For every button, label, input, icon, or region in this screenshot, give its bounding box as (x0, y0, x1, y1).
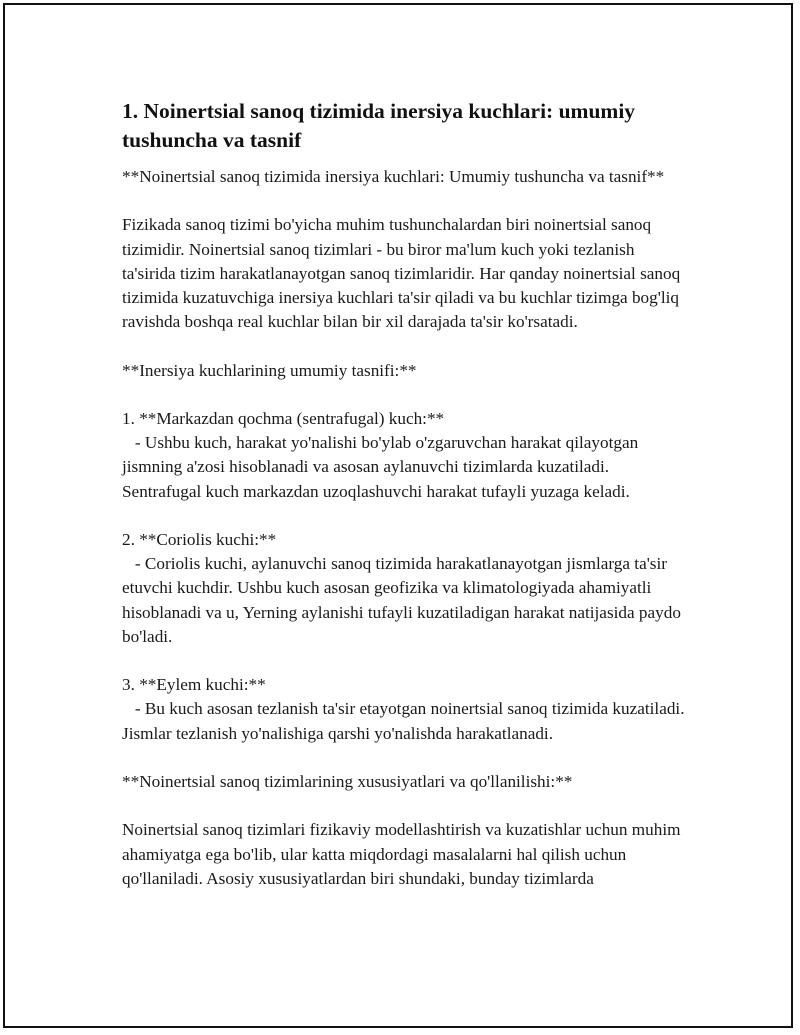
list-item-coriolis: 2. **Coriolis kuchi:** - Coriolis kuchi, aylanuvchi sanoq tizimida harakatlanayotgan jismlarga ta'sir etuvchi kuchdir. Ushbu kuch asosan geofizika va klimatologiyada ahamiyatli hisoblanadi va u, Yerning aylanishi tufayli kuzatiladigan harakat natijasida paydo bo'ladi. (122, 529, 681, 646)
spacer (122, 189, 692, 213)
list-item-centrifugal: 1. **Markazdan qochma (sentrafugal) kuch:** - Ushbu kuch, harakat yo'nalishi bo'ylab o'zgaruvchan harakat qilayotgan jismning a'zosi hisoblanadi va asosan aylanuvchi tizimlarda kuzatiladi. Sentrafugal kuch markazdan uzoqlashuvchi harakat tufayli yuzaga keladi. (122, 408, 639, 501)
page-frame (3, 3, 793, 1028)
spacer (122, 794, 692, 818)
spacer (122, 383, 692, 407)
spacer (122, 334, 692, 358)
spacer (122, 746, 692, 770)
paragraph-properties-heading: **Noinertsial sanoq tizimlarining xususiyatlari va qo'llanilishi:** (122, 771, 573, 791)
paragraph-subtitle: **Noinertsial sanoq tizimida inersiya kuchlari: Umumiy tushuncha va tasnif** (122, 167, 665, 186)
paragraph-properties: Noinertsial sanoq tizimlari fizikaviy modellashtirish va kuzatishlar uchun muhim ahamiyatga ega bo'lib, ular katta miqdordagi masalalarni hal qilish uchun qo'llaniladi. Asosiy xususiyatlardan biri shundaki, bunday tizimlarda (122, 820, 685, 888)
paragraph-classification-heading: **Inersiya kuchlarining umumiy tasnifi:** (122, 360, 417, 380)
spacer (122, 649, 692, 673)
document-title: 1. Noinertsial sanoq tizimida inersiya kuchlari: umumiy tushuncha va tasnif (122, 99, 636, 152)
paragraph-intro: Fizikada sanoq tizimi bo'yicha muhim tushunchalardan biri noinertsial sanoq tizimidir. Noinertsial sanoq tizimlari - bu biror ma'lum kuch yoki tezlanish ta'sirida tizim harakatlanayotgan sanoq tizimlaridir. Har qanday noinertsial sanoq tizimida kuzatuvchiga inersiya kuchlari ta'sir qiladi va bu kuchlar tizimga bog'liq ravishda boshqa real kuchlar bilan bir xil darajada ta'sir ko'rsatadi. (122, 215, 685, 332)
document-body (122, 97, 692, 891)
spacer (122, 504, 692, 528)
list-item-eylem: 3. **Eylem kuchi:** - Bu kuch asosan tezlanish ta'sir etayotgan noinertsial sanoq tizimida kuzatiladi. Jismlar tezlanish yo'nalishiga qarshi yo'nalishda harakatlanadi. (122, 675, 685, 743)
